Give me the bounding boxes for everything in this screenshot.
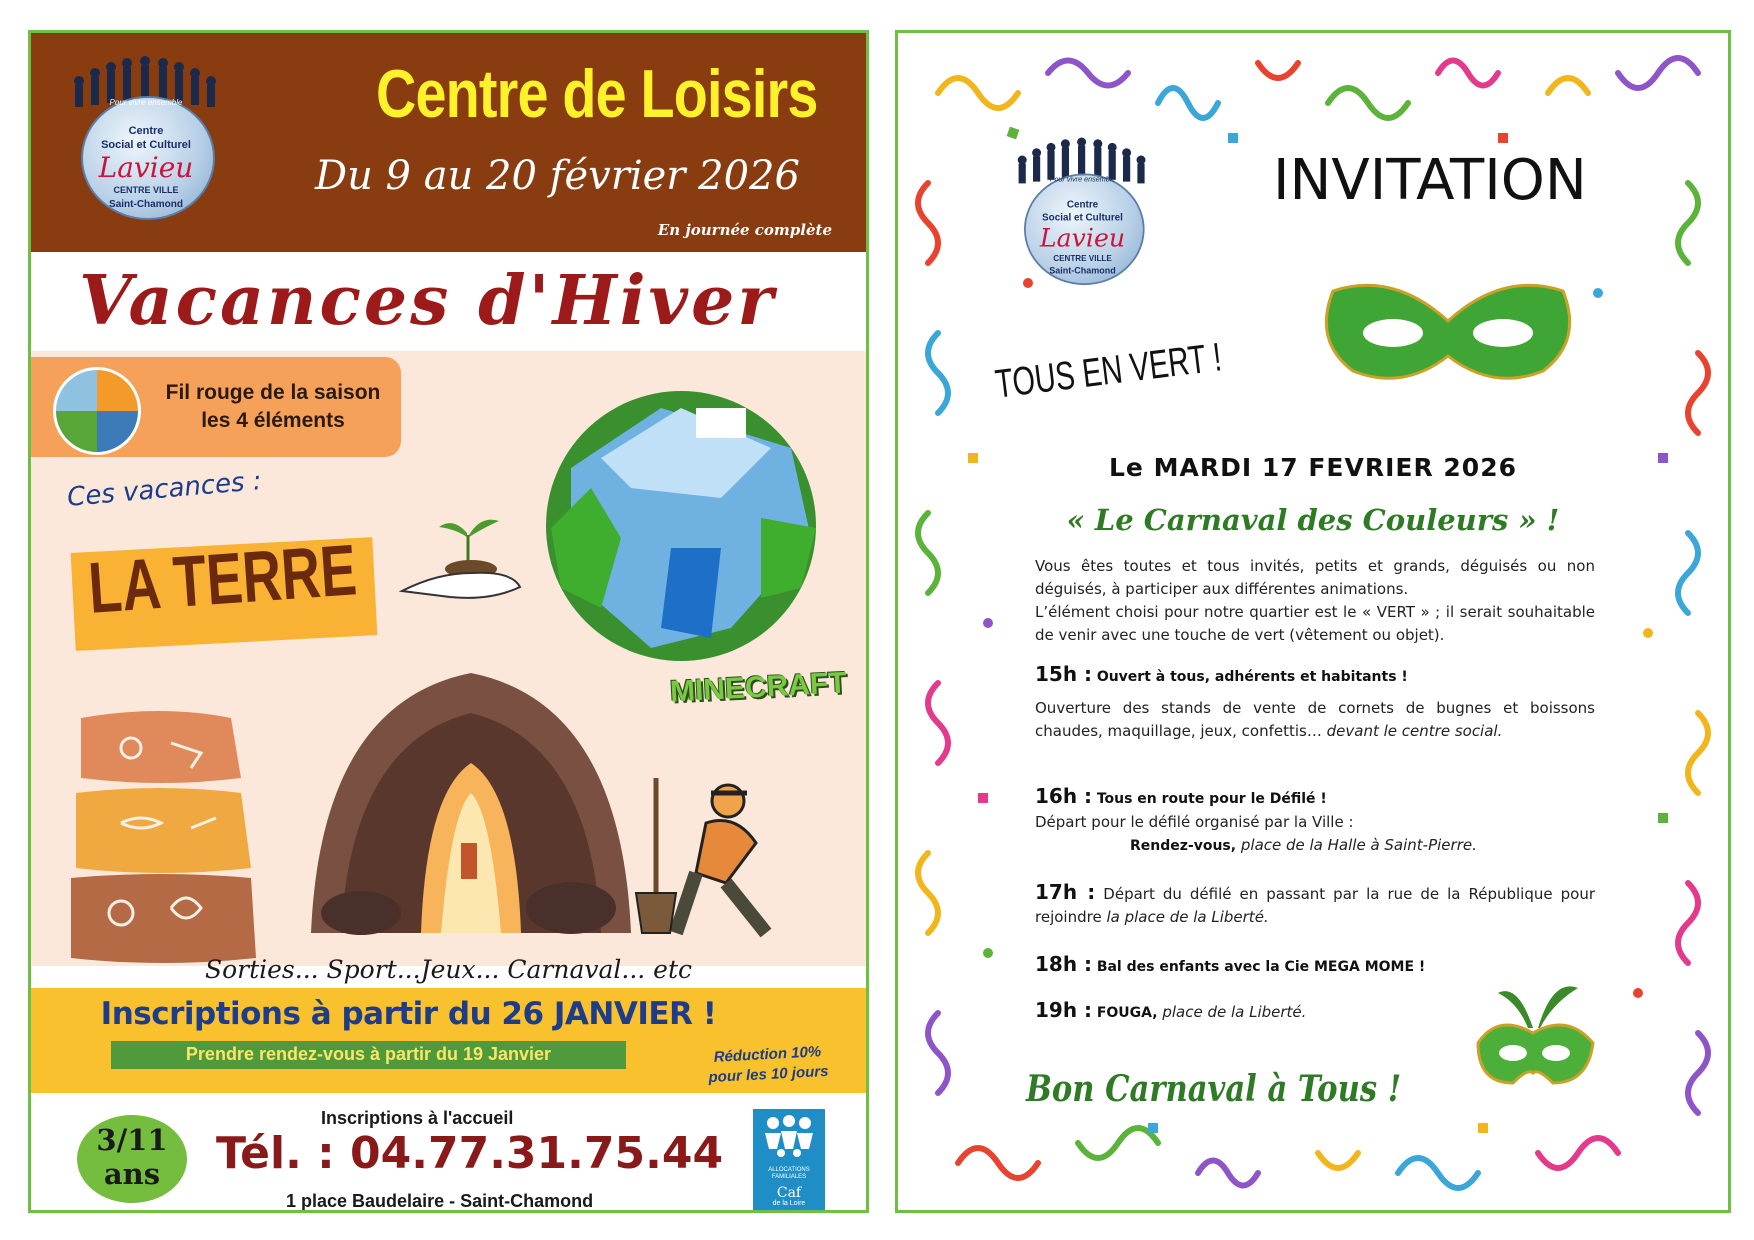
soil-layers-icon (71, 698, 271, 968)
fil-rouge-line1: Fil rouge de la saison (165, 381, 381, 404)
age-range: 3/11 (96, 1123, 168, 1157)
event-title: « Le Carnaval des Couleurs » ! (1066, 503, 1560, 537)
headline-19h: FOUGA, (1096, 1005, 1158, 1021)
green-mask-icon (1313, 281, 1583, 391)
leaf-mask-icon (1458, 973, 1608, 1108)
reduction (702, 1042, 834, 1089)
miner-digging-icon (616, 773, 801, 943)
activities: Sorties... Sport...Jeux... Carnaval... etc (204, 955, 693, 984)
schedule-15h (1035, 663, 1595, 743)
caf-name: Caf (776, 1185, 802, 1201)
invitation-title: INVITATION (1273, 148, 1587, 213)
time-16h: 16h : (1035, 784, 1093, 808)
title: Centre de Loisirs (376, 56, 818, 132)
logo-line2: Social et Culturel (101, 139, 191, 151)
logo-sub: CENTRE VILLE (1053, 253, 1112, 263)
time-18h: 18h : (1035, 952, 1093, 976)
intro-paragraph-1: Vous êtes toutes et tous invités, petits et grands, déguisés ou non déguisés, à participer aux différentes animations. (1035, 557, 1595, 598)
caf-line2: FAMILIALES (771, 1174, 807, 1180)
italic-19h: place de la Liberté. (1162, 1003, 1307, 1021)
headline-18h: Bal des enfants avec la Cie MEGA MOME ! (1096, 959, 1426, 975)
centre-social-logo (1006, 133, 1159, 286)
age-text (77, 1123, 187, 1191)
time-15h: 15h : (1035, 662, 1093, 686)
fil-rouge-text (141, 379, 405, 435)
reduction-line1: Réduction 10% (713, 1043, 822, 1066)
tous-en-vert: TOUS EN VERT ! (993, 335, 1224, 407)
journee-complete: En journée complète (657, 221, 832, 239)
fil-rouge-line2: les 4 éléments (201, 409, 345, 432)
rendez-vous-text: Prendre rendez-vous à partir du 19 Janvier (185, 1044, 552, 1064)
closing-message: Bon Carnaval à Tous ! (1026, 1068, 1402, 1110)
logo-city: Saint-Chamond (109, 199, 183, 210)
rdv-label: Rendez-vous, (1130, 838, 1237, 854)
intro-text (1035, 555, 1595, 647)
ces-vacances: Ces vacances : (66, 466, 263, 513)
theme-title: LA TERRE (86, 530, 359, 629)
caf-line1: ALLOCATIONS (768, 1167, 810, 1173)
logo-line1: Centre (1066, 199, 1099, 211)
caf-region: de la Loire (772, 1200, 806, 1207)
text-15h: Ouverture des stands de vente de cornets de bugnes et boissons chaudes, maquillage, jeux, confettis… (1035, 699, 1595, 740)
reduction-line2: pour les 10 jours (708, 1062, 829, 1087)
flyer-centre-de-loisirs (28, 30, 869, 1213)
schedule-17h (1035, 881, 1595, 929)
intro-paragraph-2: L’élément choisi pour notre quartier est le « VERT » ; il serait souhaitable de venir avec une touche de vert (vêtement ou objet). (1035, 603, 1595, 644)
address: 1 place Baudelaire - Saint-Chamond (286, 1191, 594, 1211)
caf-logo (753, 1109, 825, 1211)
four-elements-icon (53, 367, 141, 455)
minecraft-earth-icon (531, 378, 831, 668)
centre-social-logo (61, 51, 231, 221)
dates: Du 9 au 20 février 2026 (315, 153, 800, 199)
italic-15h: devant le centre social. (1326, 722, 1503, 740)
inscriptions-date: Inscriptions à partir du 26 JANVIER ! (100, 996, 717, 1032)
logo-brand: Lavieu (98, 151, 194, 184)
headline: Vacances d'Hiver (79, 261, 777, 341)
flyer-invitation (895, 30, 1731, 1213)
logo-sub: CENTRE VILLE (113, 185, 179, 195)
logo-tagline: Pour vivre ensemble (1049, 175, 1116, 184)
text-16h: Départ pour le défilé organisé par la Ville : (1035, 813, 1354, 831)
accueil-label: Inscriptions à l'accueil (321, 1108, 514, 1128)
logo-line1: Centre (128, 125, 164, 137)
logo-tagline: Pour vivre ensemble (109, 98, 183, 107)
time-19h: 19h : (1035, 998, 1093, 1022)
minecraft-logo: MINECRAFT (669, 666, 848, 709)
italic-17h: la place de la Liberté. (1106, 908, 1269, 926)
headline-15h: Ouvert à tous, adhérents et habitants ! (1096, 669, 1408, 685)
cave-icon (301, 643, 641, 943)
headline-16h: Tous en route pour le Défilé ! (1096, 791, 1327, 807)
rdv-place: place de la Halle à Saint-Pierre. (1240, 836, 1477, 854)
time-17h: 17h : (1035, 880, 1096, 904)
event-date: Le MARDI 17 FEVRIER 2026 (1109, 453, 1517, 482)
age-unit: ans (103, 1157, 161, 1191)
logo-line2: Social et Culturel (1042, 212, 1123, 223)
caf-family-icon (753, 1111, 825, 1167)
schedule-16h (1035, 785, 1595, 858)
hand-seedling-icon (397, 513, 527, 613)
logo-city: Saint-Chamond (1049, 266, 1116, 277)
text-17h: Départ du défilé en passant par la rue de la République pour rejoindre (1035, 885, 1595, 926)
logo-brand: Lavieu (1039, 223, 1126, 253)
telephone: Tél. : 04.77.31.75.44 (216, 1128, 724, 1179)
